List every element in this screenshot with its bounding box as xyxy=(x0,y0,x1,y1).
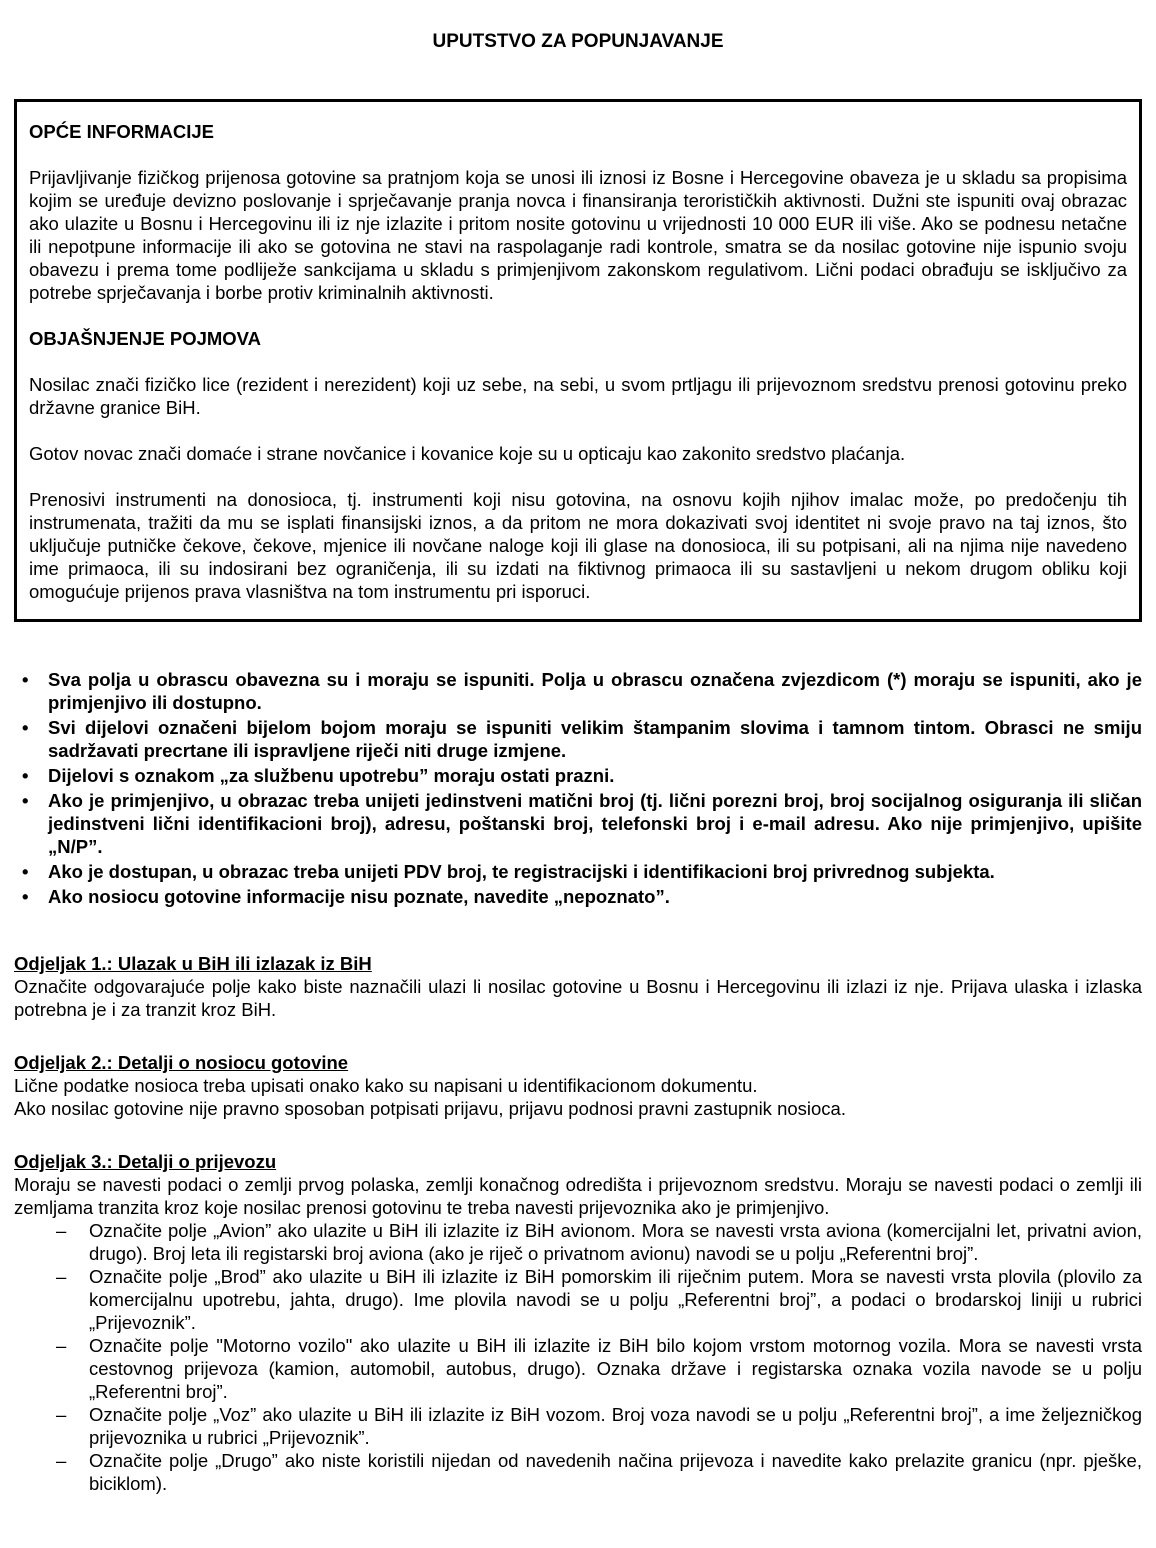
general-rules-bullet-list xyxy=(14,668,1142,908)
bullet-icon: • xyxy=(22,765,29,786)
list-item xyxy=(14,885,1142,908)
bullet-text: Dijelovi s oznakom „za službenu upotrebu” moraju ostati prazni. xyxy=(48,765,615,786)
dash-item-text: Označite polje „Voz” ako ulazite u BiH ili izlazite iz BiH vozom. Broj voza navodi se u polju „Referentni broj”, a ime željezničkog prijevoznika u rubrici „Prijevoznik”. xyxy=(89,1404,1142,1448)
list-item xyxy=(14,860,1142,883)
term-prenosivi-paragraph: Prenosivi instrumenti na donosioca, tj. instrumenti koji nisu gotovina, na osnovu kojih njihov imalac može, po predočenju tih instrumenata, tražiti da mu se isplati finansijski iznos, a da pritom ne mora dokazivati svoj identitet ni svoje pravo na taj iznos, što uključuje putničke čekove, čekove, mjenice ili novčane naloge koji ili glase na donosioca, ili su potpisani, ali na njima nije navedeno ime primaoca, ili su indosirani bez ograničenja, ili su izdati na fiktivnog primaoca ili su sastavljeni u nekom drugom obliku koji omogućuje prijenos prava vlasništva na tom instrumentu pri isporuci. xyxy=(29,489,1127,602)
dash-icon: – xyxy=(56,1220,67,1241)
list-item xyxy=(14,764,1142,787)
list-item xyxy=(14,789,1142,858)
bullet-text: Ako je dostupan, u obrazac treba unijeti PDV broj, te registracijski i identifikacioni broj privrednog subjekta. xyxy=(48,861,995,882)
dash-item-text: Označite polje „Brod” ako ulazite u BiH ili izlazite iz BiH pomorskim ili riječnim putem. Mora se navesti vrsta plovila (plovilo za komercijalnu upotrebu, jahta, drugo). Ime plovila navodi se u polju „Referentni broj”, a podaci o brodarskoj liniji u rubrici „Prijevoznik”. xyxy=(89,1266,1142,1333)
list-item xyxy=(14,1403,1142,1449)
bullet-icon: • xyxy=(22,717,29,738)
dash-item-text: Označite polje „Drugo” ako niste koristili nijedan od navedenih načina prijevoza i navedite kako prelazite granicu (npr. pješke, biciklom). xyxy=(89,1450,1142,1494)
general-info-box xyxy=(14,99,1142,622)
section-2-paragraph: Ako nosilac gotovine nije pravno sposoban potpisati prijavu, prijavu podnosi pravni zastupnik nosioca. xyxy=(14,1098,846,1119)
list-item xyxy=(14,1265,1142,1334)
dash-icon: – xyxy=(56,1266,67,1287)
list-item xyxy=(14,1219,1142,1265)
section-2-heading: Odjeljak 2.: Detalji o nosiocu gotovine xyxy=(14,1052,349,1073)
section-1-paragraph: Označite odgovarajuće polje kako biste naznačili ulazi li nosilac gotovine u Bosnu i Hercegovinu ili izlazi iz nje. Prijava ulaska i izlaska potrebna je i za tranzit kroz BiH. xyxy=(14,976,1142,1020)
bullet-icon: • xyxy=(22,861,29,882)
term-nosilac-paragraph: Nosilac znači fizičko lice (rezident i nerezident) koji uz sebe, na sebi, u svom prtljagu ili prijevoznom sredstvu prenosi gotovinu preko državne granice BiH. xyxy=(29,374,1127,418)
section-2-cash-carrier-details xyxy=(14,1051,1142,1120)
dash-item-text: Označite polje "Motorno vozilo" ako ulazite u BiH ili izlazite iz BiH bilo kojom vrstom motornog vozila. Mora se navesti vrsta cestovnog prijevoza (kamion, automobil, autobus, drugo). Oznaka države i registarska oznaka vozila navode se u polju „Referentni broj”. xyxy=(89,1335,1142,1402)
bullet-text: Svi dijelovi označeni bijelom bojom moraju se ispuniti velikim štampanim slovima i tamnom tintom. Obrasci ne smiju sadržavati precrtane ili ispravljene riječi niti druge izmjene. xyxy=(48,717,1142,761)
dash-icon: – xyxy=(56,1450,67,1471)
dash-icon: – xyxy=(56,1335,67,1356)
terms-heading: OBJAŠNJENJE POJMOVA xyxy=(29,328,261,349)
bullet-text: Ako je primjenjivo, u obrazac treba unijeti jedinstveni matični broj (tj. lični porezni broj, broj socijalnog osiguranja ili sličan jedinstveni lični identifikacioni broj), adresu, poštanski broj, telefonski broj i e-mail adresu. Ako nije primjenjivo, upišite „N/P”. xyxy=(48,790,1142,857)
section-1-heading: Odjeljak 1.: Ulazak u BiH ili izlazak iz BiH xyxy=(14,953,372,974)
list-item xyxy=(14,668,1142,714)
general-info-heading: OPĆE INFORMACIJE xyxy=(29,121,215,142)
section-3-heading: Odjeljak 3.: Detalji o prijevozu xyxy=(14,1151,277,1172)
bullet-text: Ako nosiocu gotovine informacije nisu poznate, navedite „nepoznato”. xyxy=(48,886,670,907)
section-1-entry-exit xyxy=(14,952,1142,1021)
section-3-paragraph: Moraju se navesti podaci o zemlji prvog polaska, zemlji konačnog odredišta i prijevoznom sredstvu. Moraju se navesti podaci o zemlji ili zemljama tranzita kroz koje nosilac prenosi gotovinu te treba navesti prijevoznika ako je primjenjivo. xyxy=(14,1174,1142,1218)
dash-icon: – xyxy=(56,1404,67,1425)
section-3-transport-details xyxy=(14,1150,1142,1495)
general-info-paragraph: Prijavljivanje fizičkog prijenosa gotovine sa pratnjom koja se unosi ili iznosi iz Bosne i Hercegovine obaveza je u skladu sa propisima kojim se uređuje devizno poslovanje i sprječavanje pranja novca i finansiranja terorističkih aktivnosti. Dužni ste ispuniti ovaj obrazac ako ulazite u Bosnu i Hercegovinu ili iz nje izlazite i pritom nosite gotovinu u vrijednosti 10 000 EUR ili više. Ako se podnesu netačne ili nepotpune informacije ili ako se gotovina ne stavi na raspolaganje radi kontrole, smatra se da nosilac gotovine nije ispunio svoju obavezu i prema tome podliježe sankcijama u skladu s primjenjivom zakonskom regulativom. Lični podaci obrađuju se isključivo za potrebe sprječavanja i borbe protiv kriminalnih aktivnosti. xyxy=(29,167,1127,303)
page-title: UPUTSTVO ZA POPUNJAVANJE xyxy=(432,31,724,52)
list-item xyxy=(14,1334,1142,1403)
bullet-icon: • xyxy=(22,669,29,690)
bullet-icon: • xyxy=(22,790,29,811)
term-gotov-novac-paragraph: Gotov novac znači domaće i strane novčanice i kovanice koje su u opticaju kao zakonito sredstvo plaćanja. xyxy=(29,443,906,464)
transport-options-list xyxy=(14,1219,1142,1495)
dash-item-text: Označite polje „Avion” ako ulazite u BiH ili izlazite iz BiH avionom. Mora se navesti vrsta aviona (komercijalni let, privatni avion, drugo). Broj leta ili registarski broj aviona (ako je riječ o privatnom avionu) navodi se u polju „Referentni broj”. xyxy=(89,1220,1142,1264)
bullet-icon: • xyxy=(22,886,29,907)
list-item xyxy=(14,716,1142,762)
section-2-paragraph: Lične podatke nosioca treba upisati onako kako su napisani u identifikacionom dokumentu. xyxy=(14,1075,758,1096)
list-item xyxy=(14,1449,1142,1495)
bullet-text: Sva polja u obrascu obavezna su i moraju se ispuniti. Polja u obrascu označena zvjezdicom (*) moraju se ispuniti, ako je primjenjivo ili dostupno. xyxy=(48,669,1142,713)
